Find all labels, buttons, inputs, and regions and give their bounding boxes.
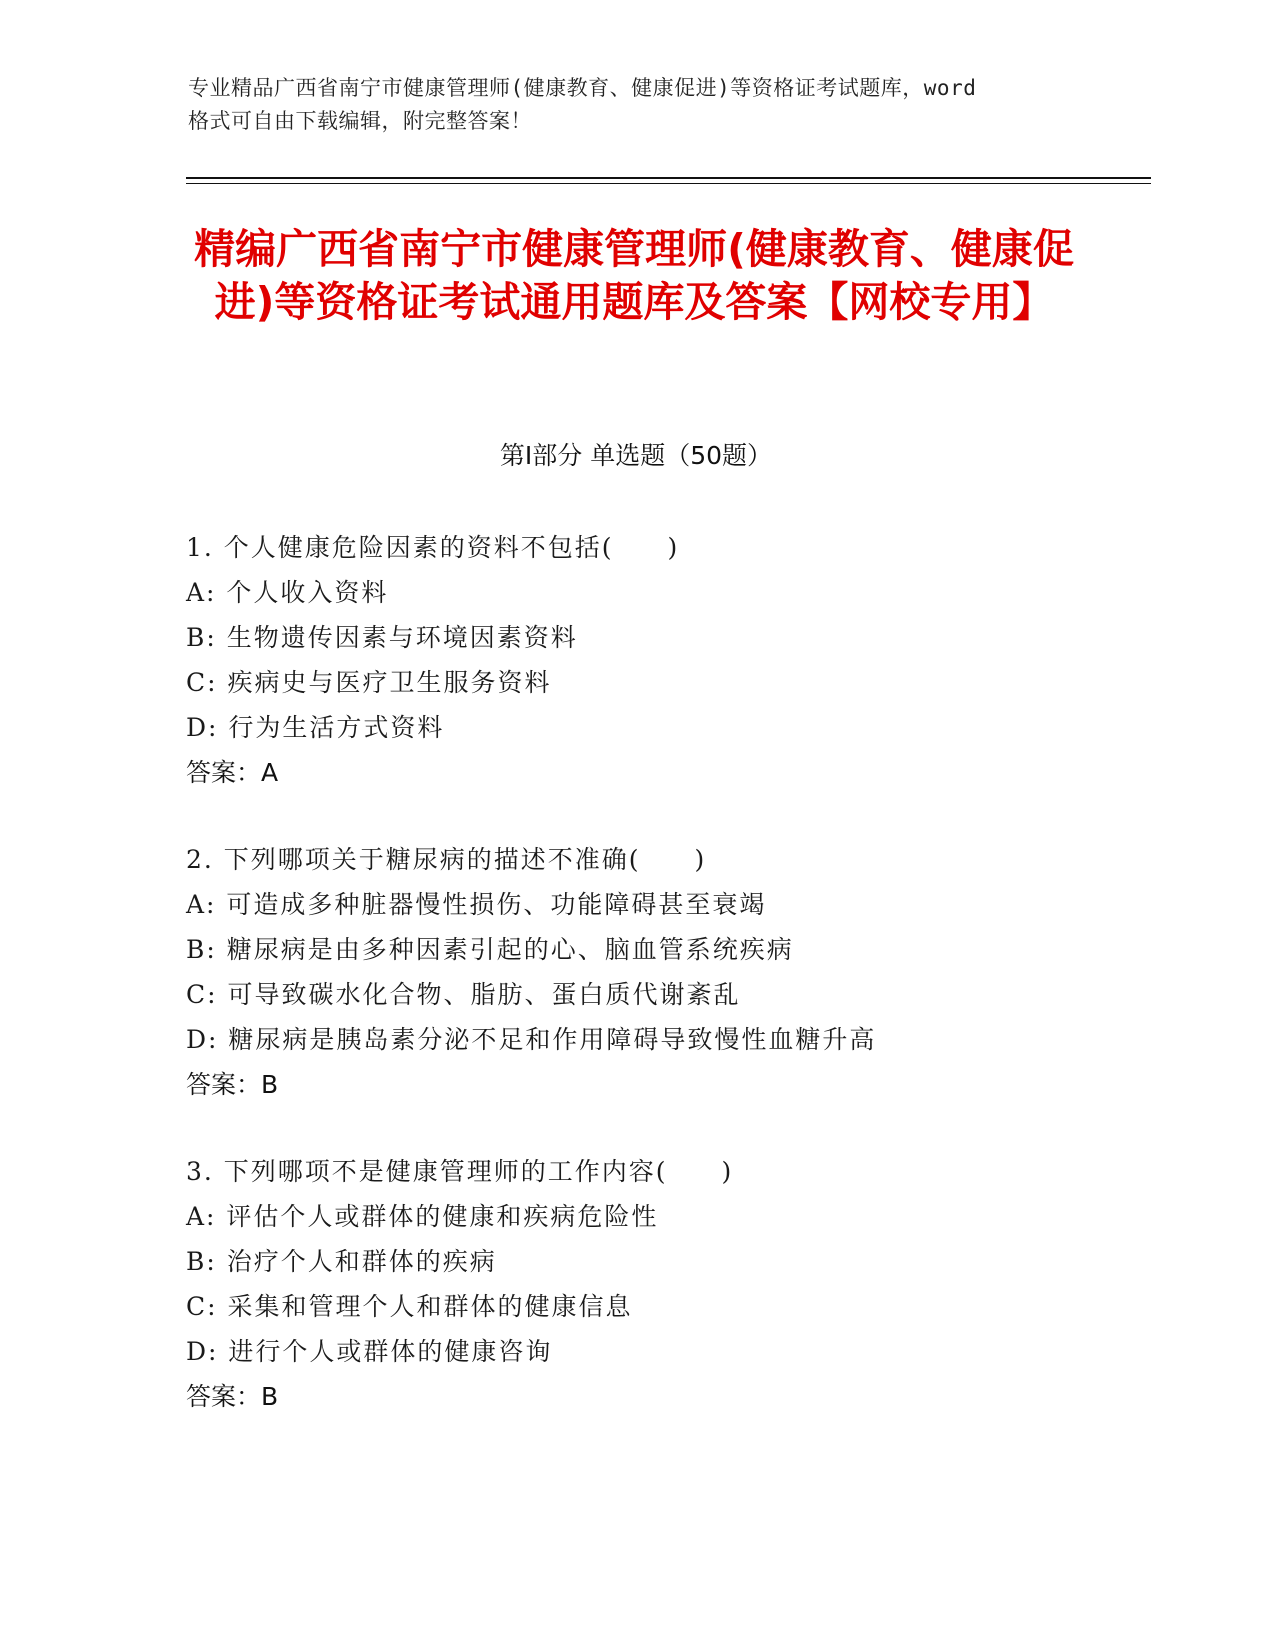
- header-note-line-1: 专业精品广西省南宁市健康管理师(健康教育、健康促进)等资格证考试题库，word: [188, 76, 977, 100]
- option-b: B: 治疗个人和群体的疾病: [186, 1247, 497, 1276]
- question-stem: 2. 下列哪项关于糖尿病的描述不准确( ): [186, 845, 707, 874]
- answer: 答案：B: [186, 1070, 279, 1099]
- option-c: C: 疾病史与医疗卫生服务资料: [186, 668, 552, 697]
- question-item: [186, 525, 1106, 795]
- header-note: [188, 72, 1088, 138]
- option-d: D: 糖尿病是胰岛素分泌不足和作用障碍导致慢性血糖升高: [186, 1025, 877, 1054]
- header-divider-thin: [186, 183, 1151, 184]
- question-item: [186, 837, 1106, 1107]
- question-item: [186, 1149, 1106, 1419]
- document-title: 精编广西省南宁市健康管理师(健康教育、健康促进)等资格证考试通用题库及答案【网校专用】: [194, 225, 1074, 326]
- option-b: B: 糖尿病是由多种因素引起的心、脑血管系统疾病: [186, 935, 794, 964]
- option-d: D: 进行个人或群体的健康咨询: [186, 1337, 553, 1366]
- header-divider-thick: [186, 177, 1151, 179]
- option-c: C: 采集和管理个人和群体的健康信息: [186, 1292, 633, 1321]
- option-c: C: 可导致碳水化合物、脂肪、蛋白质代谢紊乱: [186, 980, 741, 1009]
- option-d: D: 行为生活方式资料: [186, 713, 445, 742]
- option-a: A: 评估个人或群体的健康和疾病危险性: [186, 1202, 659, 1231]
- option-a: A: 可造成多种脏器慢性损伤、功能障碍甚至衰竭: [186, 890, 767, 919]
- option-a: A: 个人收入资料: [186, 578, 389, 607]
- question-list: [186, 525, 1106, 1461]
- section-title: 第Ⅰ部分 单选题（50题）: [499, 441, 773, 470]
- question-stem: 1. 个人健康危险因素的资料不包括( ): [186, 533, 680, 562]
- option-b: B: 生物遗传因素与环境因素资料: [186, 623, 578, 652]
- question-stem: 3. 下列哪项不是健康管理师的工作内容( ): [186, 1157, 734, 1186]
- header-note-line-2: 格式可自由下载编辑，附完整答案！: [188, 109, 532, 133]
- answer: 答案：A: [186, 758, 279, 787]
- answer: 答案：B: [186, 1382, 279, 1411]
